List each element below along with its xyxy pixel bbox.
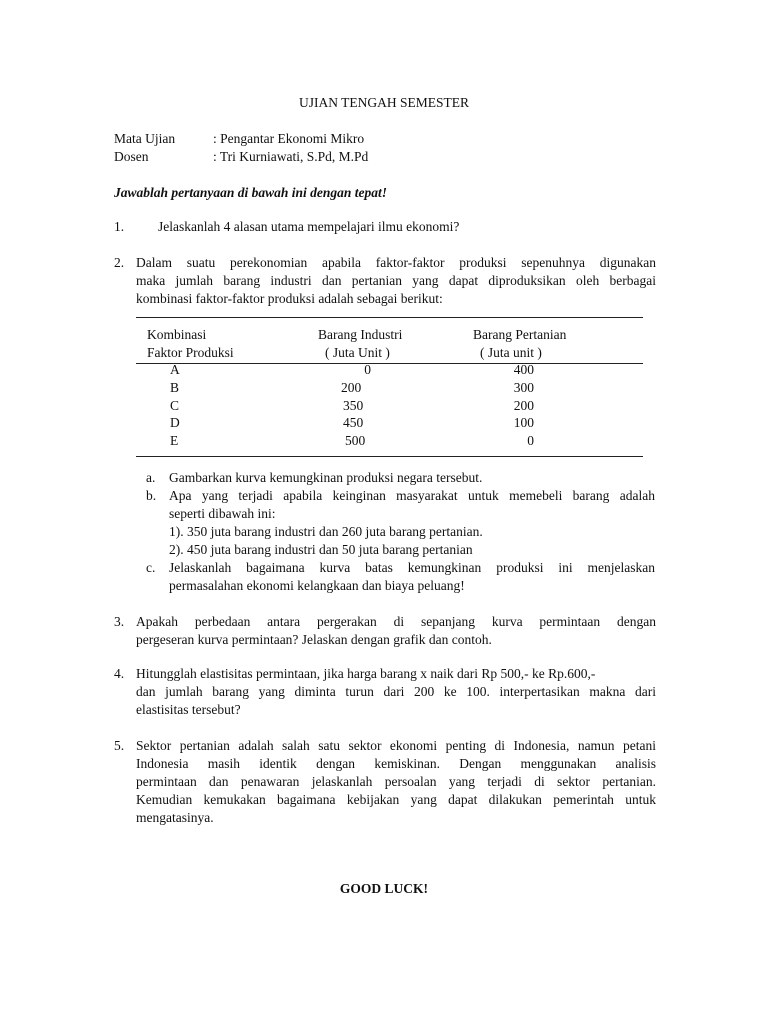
meta-label: Mata Ujian <box>114 131 176 146</box>
subquestion-line: Jelaskanlah bagaimana kurva batas kemungkinan produksi ini menjelaskan <box>169 560 655 575</box>
meta-value: : Tri Kurniawati, S.Pd, M.Pd <box>213 149 369 164</box>
table-cell: 0 <box>527 433 534 448</box>
table-cell: A <box>170 362 180 377</box>
subquestion-line: Apa yang terjadi apabila keinginan masyarakat untuk memebeli barang adalah <box>169 488 655 503</box>
question-line: pergeseran kurva permintaan? Jelaskan dengan grafik dan contoh. <box>136 632 492 647</box>
question-number: 5. <box>114 738 125 753</box>
question-number: 4. <box>114 666 125 681</box>
subquestion-letter: c. <box>146 560 156 575</box>
closing-text: GOOD LUCK! <box>339 881 429 896</box>
question-line: Sektor pertanian adalah salah satu sektor ekonomi penting di Indonesia, namun petani <box>136 738 656 753</box>
table-header-rule <box>136 363 643 364</box>
table-cell: 200 <box>341 380 362 395</box>
table-cell: B <box>170 380 180 395</box>
table-cell: 0 <box>364 362 371 377</box>
table-top-rule <box>136 317 643 318</box>
table-cell: C <box>170 398 180 413</box>
table-cell: 100 <box>513 415 534 430</box>
table-cell: 500 <box>345 433 366 448</box>
question-line: Kemudian kemukakan bagaimana kebijakan yang dapat dilakukan pemerintah untuk <box>136 792 656 807</box>
table-bottom-rule <box>136 456 643 457</box>
table-header: Kombinasi <box>147 327 207 342</box>
question-line: Indonesia masih identik dengan kemiskinan. Dengan menggunakan analisis <box>136 756 656 771</box>
instruction: Jawablah pertanyaan di bawah ini dengan tepat! <box>114 185 388 200</box>
question-line: kombinasi faktor-faktor produksi adalah sebagai berikut: <box>136 291 443 306</box>
question-line: permintaan dan penawaran jelaskanlah persoalan yang terjadi di sektor pertanian. <box>136 774 656 789</box>
subquestion-line: Gambarkan kurva kemungkinan produksi negara tersebut. <box>169 470 483 485</box>
page-title: UJIAN TENGAH SEMESTER <box>298 95 469 110</box>
table-header: ( Juta Unit ) <box>325 345 390 360</box>
subquestion-line: permasalahan ekonomi kelangkaan dan biaya peluang! <box>169 578 465 593</box>
table-header: ( Juta unit ) <box>480 345 542 360</box>
question-number: 3. <box>114 614 125 629</box>
question-text: Jelaskanlah 4 alasan utama mempelajari ilmu ekonomi? <box>158 219 460 234</box>
meta-value: : Pengantar Ekonomi Mikro <box>213 131 365 146</box>
question-line: dan jumlah barang yang diminta turun dari 200 ke 100. interpertasikan makna dari <box>136 684 656 699</box>
table-header: Barang Pertanian <box>473 327 567 342</box>
question-line: maka jumlah barang industri dan pertanian yang dapat diproduksikan oleh berbagai <box>136 273 656 288</box>
table-cell: 350 <box>343 398 364 413</box>
question-line: elastisitas tersebut? <box>136 702 241 717</box>
subquestion-letter: a. <box>146 470 156 485</box>
subquestion-line: seperti dibawah ini: <box>169 506 276 521</box>
table-cell: 200 <box>513 398 534 413</box>
meta-label: Dosen <box>114 149 149 164</box>
question-line: Dalam suatu perekonomian apabila faktor-faktor produksi sepenuhnya digunakan <box>136 255 656 270</box>
subquestion-letter: b. <box>146 488 157 503</box>
subquestion-line: 1). 350 juta barang industri dan 260 juta barang pertanian. <box>169 524 483 539</box>
table-cell: 400 <box>513 362 534 377</box>
question-number: 1. <box>114 219 125 234</box>
question-line: Apakah perbedaan antara pergerakan di sepanjang kurva permintaan dengan <box>136 614 656 629</box>
table-header: Barang Industri <box>318 327 403 342</box>
table-cell: E <box>170 433 179 448</box>
table-cell: D <box>170 415 180 430</box>
table-cell: 450 <box>343 415 364 430</box>
table-header: Faktor Produksi <box>147 345 234 360</box>
question-number: 2. <box>114 255 125 270</box>
table-cell: 300 <box>513 380 534 395</box>
question-line: mengatasinya. <box>136 810 214 825</box>
subquestion-line: 2). 450 juta barang industri dan 50 juta barang pertanian <box>169 542 473 557</box>
question-line: Hitungglah elastisitas permintaan, jika harga barang x naik dari Rp 500,- ke Rp.600,- <box>136 666 596 681</box>
